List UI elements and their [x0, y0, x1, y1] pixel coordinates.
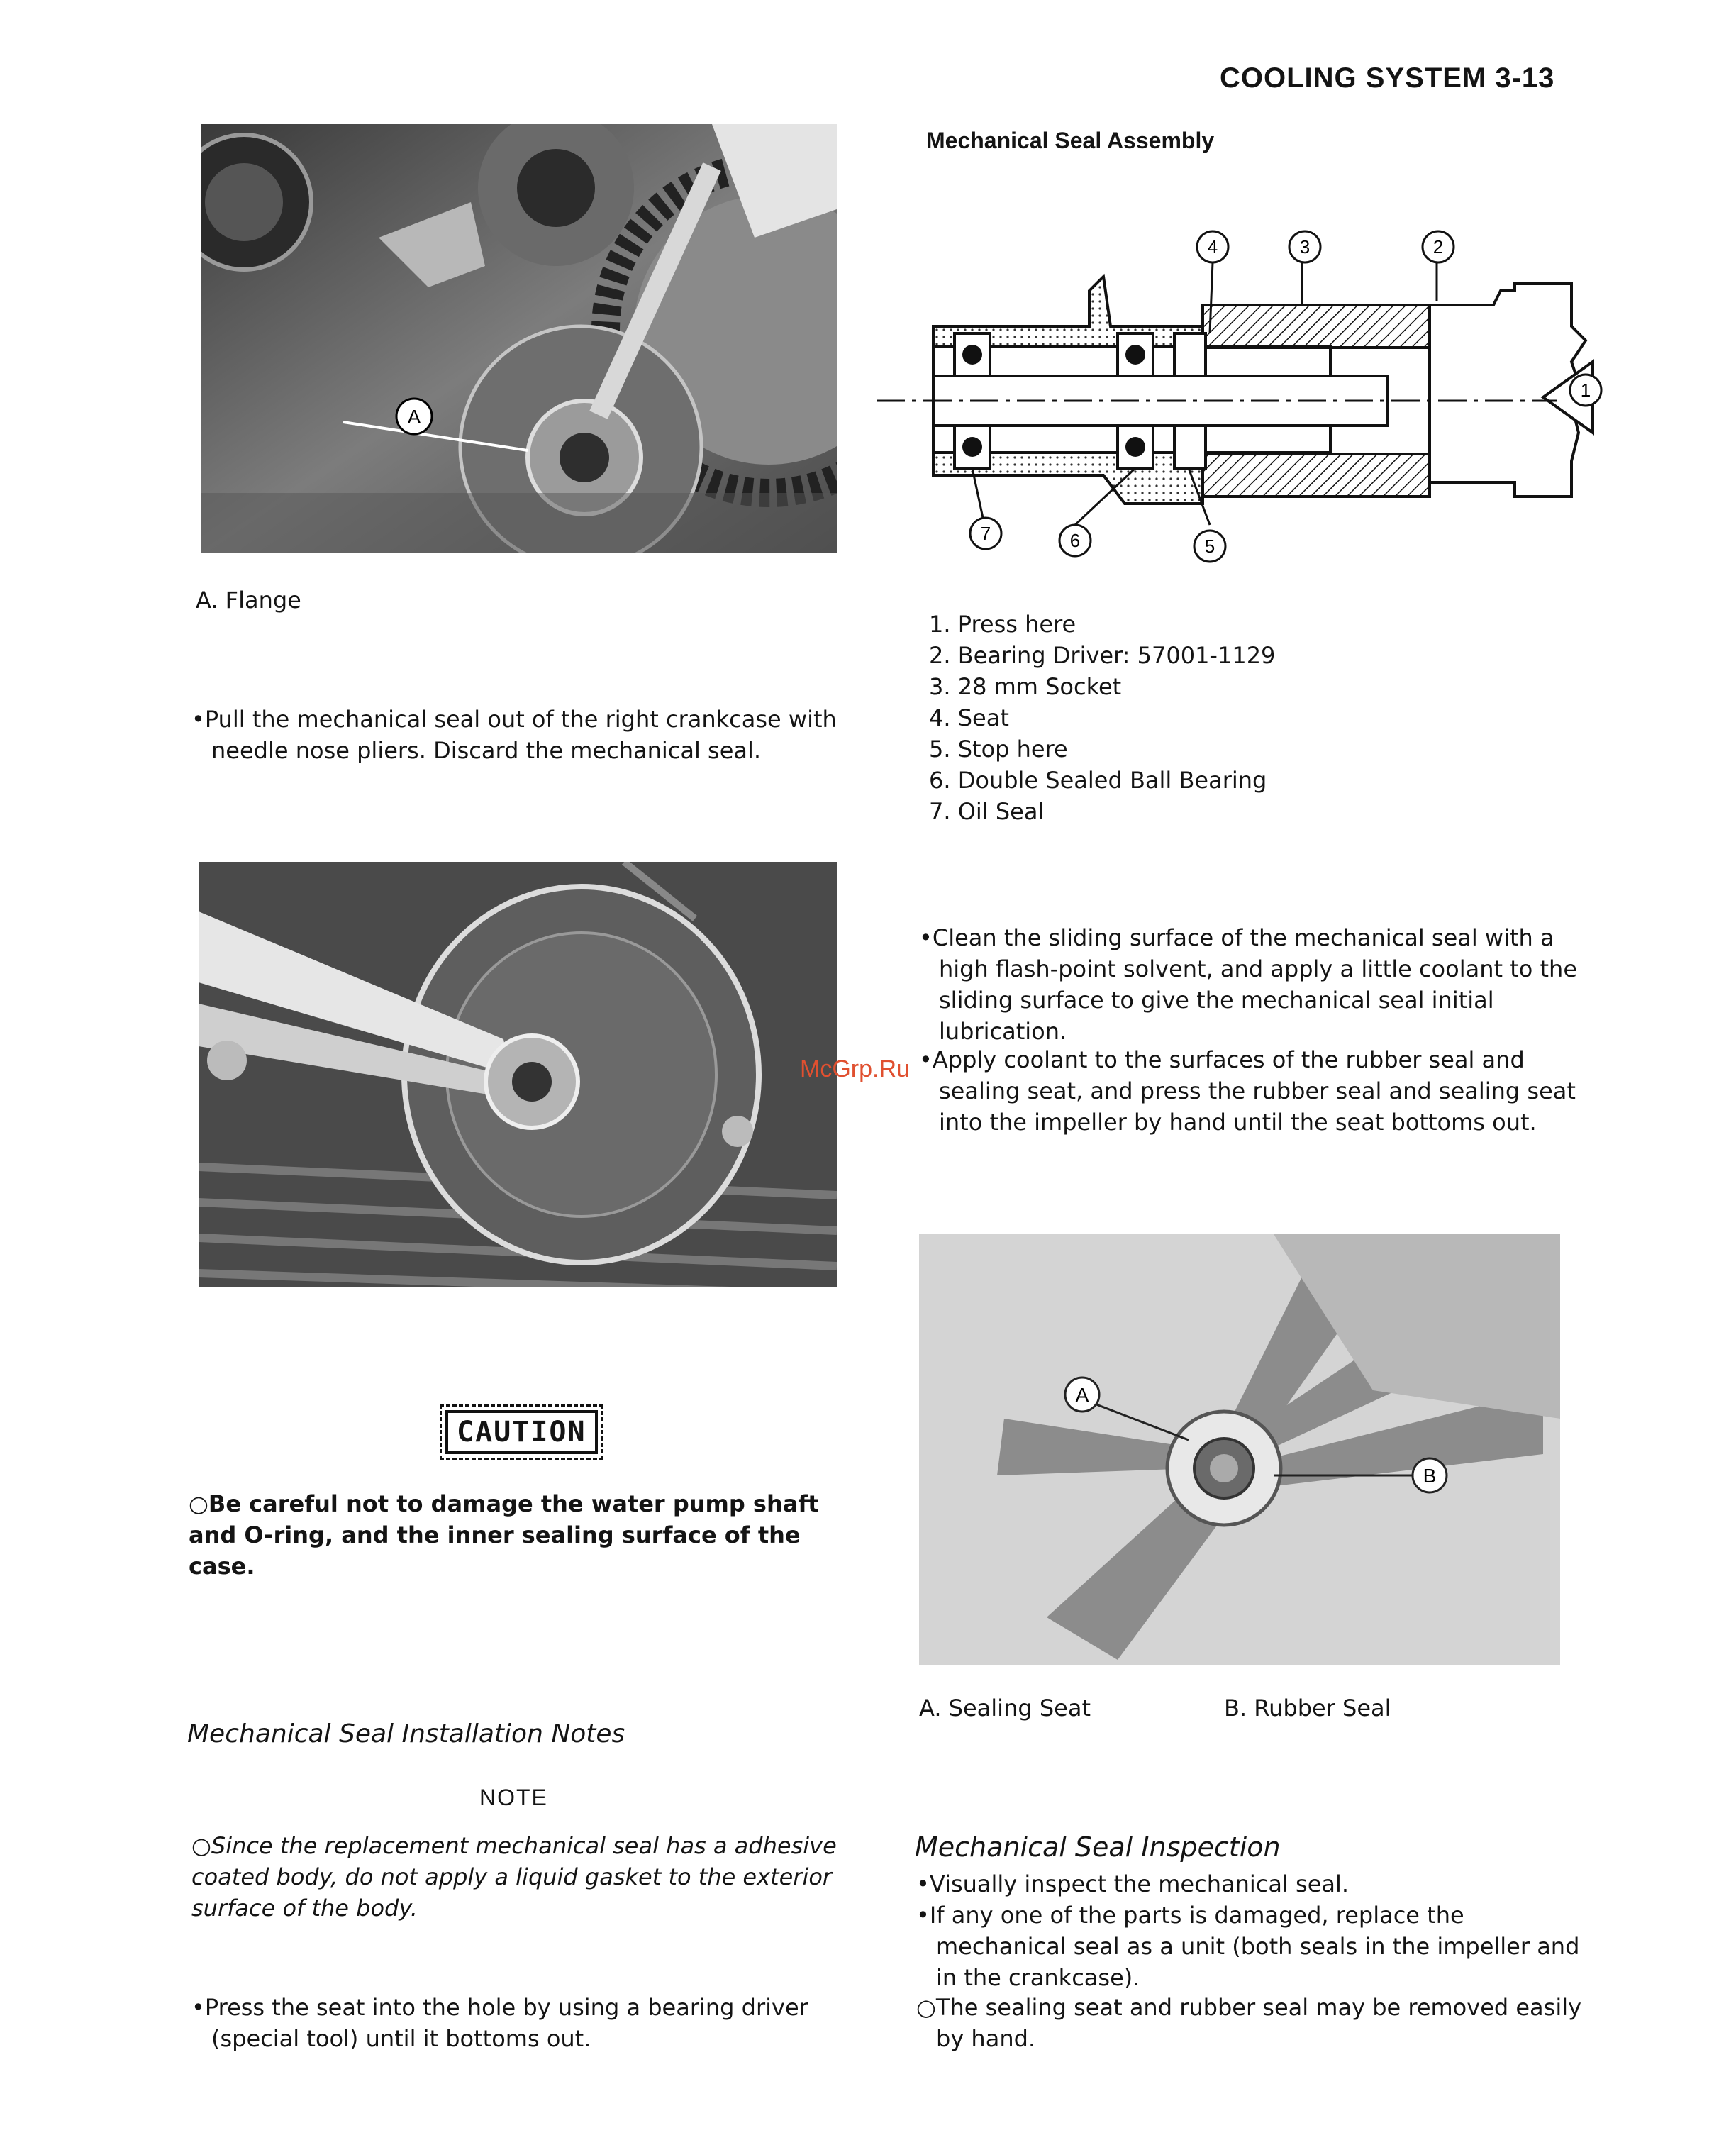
- diagram-callout-5: 5: [1204, 536, 1215, 557]
- watermark: McGrp.Ru: [800, 1055, 910, 1082]
- photo-pliers: [199, 862, 837, 1287]
- page-header: COOLING SYSTEM 3-13: [1220, 62, 1555, 94]
- step-press-seat: •Press the seat into the hole by using a bearing driver (special tool) until it bottoms out.: [191, 1994, 808, 2052]
- legend-item-3: 3. 28 mm Socket: [929, 673, 1122, 700]
- photo3-caption-a: A. Sealing Seat: [919, 1695, 1091, 1722]
- step-apply-coolant: •Apply coolant to the surfaces of the rubber seal and sealing seat, and press the rubber seal and sealing seat into the impeller by hand until the seat bottoms out.: [919, 1046, 1576, 1136]
- photo-flange: [201, 124, 837, 553]
- install-notes-heading: Mechanical Seal Installation Notes: [187, 1719, 625, 1748]
- legend-item-1: 1. Press here: [929, 611, 1076, 638]
- diagram-callout-7: 7: [980, 523, 991, 544]
- photo1-caption: A. Flange: [196, 587, 301, 614]
- photo1-callout-a: A: [407, 406, 421, 428]
- diagram-title: Mechanical Seal Assembly: [926, 128, 1215, 153]
- diagram-legend: [929, 609, 1275, 827]
- photo-impeller: [919, 1234, 1560, 1665]
- diagram-callout-2: 2: [1432, 236, 1444, 257]
- inspection-item-2: •If any one of the parts is damaged, replace the mechanical seal as a unit (both seals in the impeller and in the crankcase).: [916, 1902, 1580, 1991]
- legend-item-4: 4. Seat: [929, 704, 1009, 731]
- diagram-callout-6: 6: [1069, 530, 1081, 551]
- step-clean-surface: •Clean the sliding surface of the mechanical seal with a high flash-point solvent, and apply a little coolant to the sliding surface to give the mechanical seal initial lubrication.: [919, 924, 1577, 1045]
- photo3-callout-b: B: [1423, 1465, 1437, 1487]
- legend-item-5: 5. Stop here: [929, 736, 1068, 763]
- inspection-heading: Mechanical Seal Inspection: [915, 1831, 1281, 1863]
- note-label: NOTE: [479, 1785, 548, 1810]
- diagram-callout-1: 1: [1580, 379, 1591, 401]
- caution-text: ○Be careful not to damage the water pump shaft and O-ring, and the inner sealing surface of the case.: [189, 1490, 819, 1580]
- diagram-callout-3: 3: [1299, 236, 1311, 257]
- legend-item-7: 7. Oil Seal: [929, 798, 1045, 825]
- photo3-caption-b: B. Rubber Seal: [1224, 1695, 1391, 1722]
- inspection-item-1: •Visually inspect the mechanical seal.: [916, 1870, 1350, 1897]
- caution-label: CAUTION: [445, 1410, 598, 1454]
- photo3-callout-a: A: [1075, 1384, 1089, 1406]
- diagram-callout-4: 4: [1207, 236, 1218, 257]
- mechanical-seal-diagram: [877, 220, 1614, 575]
- step-pull-seal: •Pull the mechanical seal out of the right crankcase with needle nose pliers. Discard the mechanical seal.: [191, 706, 837, 764]
- inspection-item-3: ○The sealing seat and rubber seal may be removed easily by hand.: [916, 1994, 1582, 2052]
- legend-item-6: 6. Double Sealed Ball Bearing: [929, 767, 1267, 794]
- legend-item-2: 2. Bearing Driver: 57001-1129: [929, 642, 1276, 669]
- note-text: ○Since the replacement mechanical seal has a adhesive coated body, do not apply a liquid gasket to the exterior surface of the body.: [191, 1832, 837, 1922]
